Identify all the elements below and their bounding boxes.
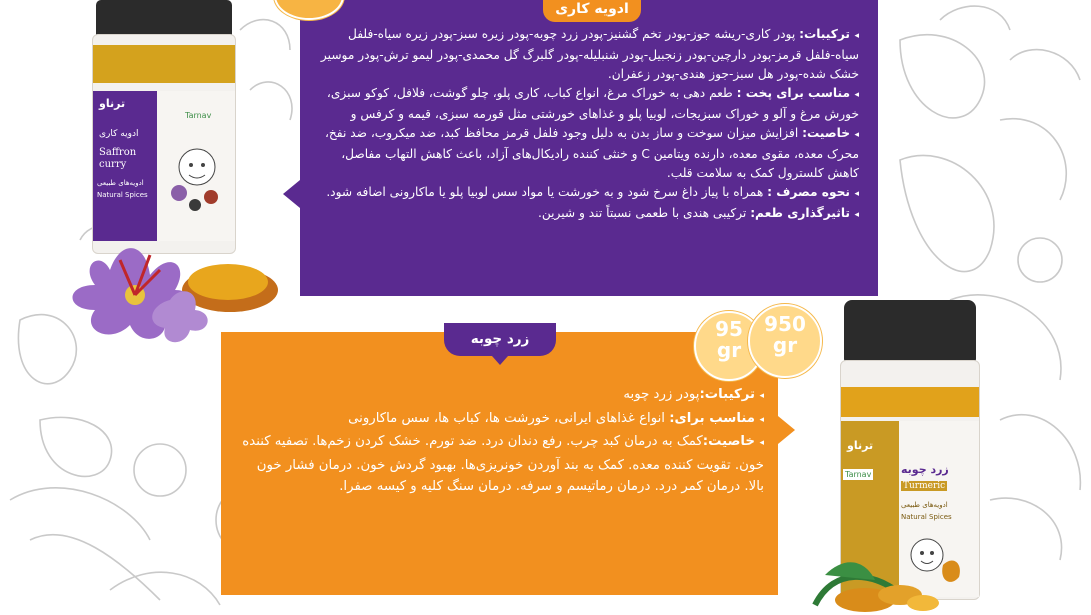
curry-suitable-text: طعم دهی به خوراک مرغ، انواع کباب، کاری پلو، چلو گوشت، فلافل، کوکو سبزی، خورش مرغ و آلو و خوراک سبزیجات، لوبیا پلو و غذاهای خورشتی مثل قورمه سبزی، قیمه و کرفس و — [326, 86, 859, 121]
curry-ingredients-item — [316, 25, 859, 84]
weight-badge-95-value: 95 — [715, 317, 743, 341]
curry-jar-label — [93, 91, 235, 241]
curry-benefits-item — [316, 124, 859, 183]
turmeric-root-illustration — [805, 545, 945, 615]
turmeric-brand-fa: ترناو — [847, 439, 874, 452]
curry-taste-label: تاثیرگذاری طعم: — [750, 206, 850, 220]
bullet-icon: ◂ — [759, 438, 764, 448]
curry-jar-image — [92, 0, 236, 255]
curry-ingredients-label: ترکیبات: — [799, 27, 850, 41]
curry-name-en-1: Saffron — [99, 147, 137, 158]
curry-jar-powder — [93, 45, 235, 83]
turmeric-benefits-text: کمک به درمان کبد چرب. رفع دندان درد. ضد تورم. خشک کردن زخم‌ها. تصفیه کننده خون. تقویت کننده معده. کمک به بند آوردن خونریزی‌ها. بهبود گردش خون. درمان فشار خون بالا. درمان کمر درد. درمان رماتیسم و سرفه. درمان سنگ کلیه و کیسه صفرا. — [242, 434, 764, 494]
bullet-icon: ◂ — [854, 189, 859, 199]
turmeric-sub-fa: ادویه‌های طبیعی — [901, 501, 948, 509]
turmeric-info-list — [236, 384, 764, 498]
curry-name-en-2: curry — [99, 159, 127, 170]
turmeric-benefits-label: خاصیت: — [702, 434, 755, 449]
curry-benefits-text: افزایش میزان سوخت و ساز بدن به دلیل وجود فلفل قرمز محافظ کبد، ضد میکروب، ضد نفخ، محرک معده، مقوی معده، دارنده ویتامین C و خنثی کننده رادیکال‌های آزاد، باعث کاهش التهاب مفاصل، کاهش کلسترول کمک به سلامت قلب. — [324, 126, 859, 180]
curry-title-tab — [543, 0, 641, 22]
curry-brand-en: Tarnav — [185, 111, 212, 120]
saffron-flower-illustration — [50, 230, 280, 350]
curry-suitable-item — [316, 84, 859, 124]
turmeric-name-fa: زرد چوبه — [901, 463, 949, 476]
curry-usage-text: همراه با پیاز داغ سرخ شود و به خورشت یا مواد سس لوبیا پلو یا ماکارونی اضافه شود. — [326, 185, 768, 199]
weight-badge-95-unit: gr — [716, 338, 742, 362]
bullet-icon: ◂ — [854, 210, 859, 220]
curry-name-fa: ادویه کاری — [99, 129, 139, 139]
bullet-icon: ◂ — [854, 90, 859, 100]
curry-benefits-label: خاصیت: — [802, 126, 850, 140]
curry-jar-body — [92, 34, 236, 254]
curry-jar-lid — [96, 0, 232, 36]
turmeric-sub-en: Natural Spices — [901, 513, 952, 521]
turmeric-suitable-text: انواع غذاهای ایرانی، خورشت ها، کباب ها، سس ماکارونی — [348, 410, 670, 426]
turmeric-ingredients-label: ترکیبات: — [699, 387, 755, 402]
weight-badge-950-value: 950 — [764, 312, 806, 336]
curry-usage-item — [316, 183, 859, 204]
bullet-icon: ◂ — [854, 130, 859, 140]
curry-brand-fa: ترناو — [99, 97, 126, 110]
turmeric-benefits-item — [236, 431, 764, 498]
curry-sub-fa: ادویه‌های طبیعی — [97, 179, 144, 187]
curry-suitable-label: مناسب برای پخت : — [736, 86, 850, 100]
turmeric-suitable-label: مناسب برای: — [669, 410, 755, 426]
bullet-icon: ◂ — [759, 391, 764, 401]
weight-badge-950-unit: gr — [772, 333, 798, 357]
curry-info-list — [316, 25, 859, 225]
bullet-icon: ◂ — [759, 414, 764, 425]
curry-ingredients-text: پودر کاری-ریشه جوز-پودر تخم گشنیز-پودر زرد چوبه-پودر زیره سبز-پودر زیره سیاه-فلفل سیاه-فلفل قرمز-پودر دارچین-پودر زنجبیل-پودر شنبلیله-پودر گلبرگ گل محمدی-پودر لیمو ترش-پودر موسیر خشک شده-پودر هل سبز-جوز هندی-پودر زعفران. — [320, 27, 859, 81]
curry-usage-label: نحوه مصرف : — [767, 185, 850, 199]
curry-label-illustration — [161, 127, 233, 227]
turmeric-jar-powder — [841, 387, 979, 417]
turmeric-title: زرد چوبه — [470, 331, 530, 347]
curry-title: ادویه کاری — [555, 1, 629, 17]
curry-sub-en: Natural Spices — [97, 191, 148, 199]
turmeric-title-tab — [444, 323, 556, 356]
turmeric-ingredients-item — [236, 384, 764, 408]
turmeric-suitable-item — [236, 408, 764, 432]
bullet-icon: ◂ — [854, 31, 859, 41]
curry-taste-item — [316, 204, 859, 225]
turmeric-ingredients-text: پودر زرد چوبه — [623, 387, 700, 402]
turmeric-name-en: Turmeric — [903, 481, 946, 491]
turmeric-brand-en: Tarnav — [845, 470, 872, 479]
turmeric-jar-lid — [844, 300, 976, 362]
curry-taste-text: ترکیبی هندی با طعمی نسبتاً تند و شیرین. — [537, 206, 751, 220]
weight-badge-950 — [748, 304, 822, 378]
